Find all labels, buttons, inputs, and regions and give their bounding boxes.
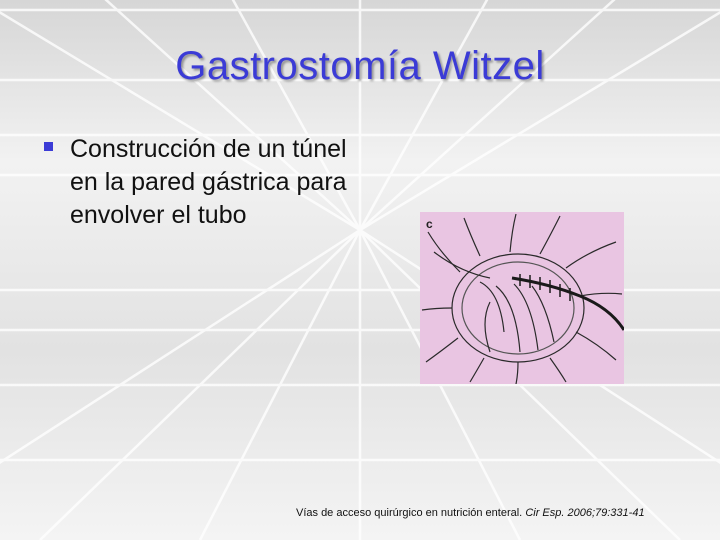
- figure-panel-letter: c: [426, 217, 433, 231]
- tube-drawing: [512, 278, 624, 330]
- bullet-text: Construcción de un túnel en la pared gástrica para envolver el tubo: [70, 135, 347, 229]
- slide-title: Gastrostomía Witzel: [175, 44, 545, 88]
- stomach-drawing: [422, 214, 622, 384]
- suture-stitches: [520, 274, 570, 301]
- citation-text: Vías de acceso quirúrgico en nutrición enteral.: [296, 507, 523, 519]
- citation: [296, 507, 645, 519]
- square-bullet-icon: [44, 142, 53, 151]
- citation-journal: Cir Esp. 2006;79:331-41: [525, 507, 645, 519]
- surgical-illustration: [420, 212, 624, 384]
